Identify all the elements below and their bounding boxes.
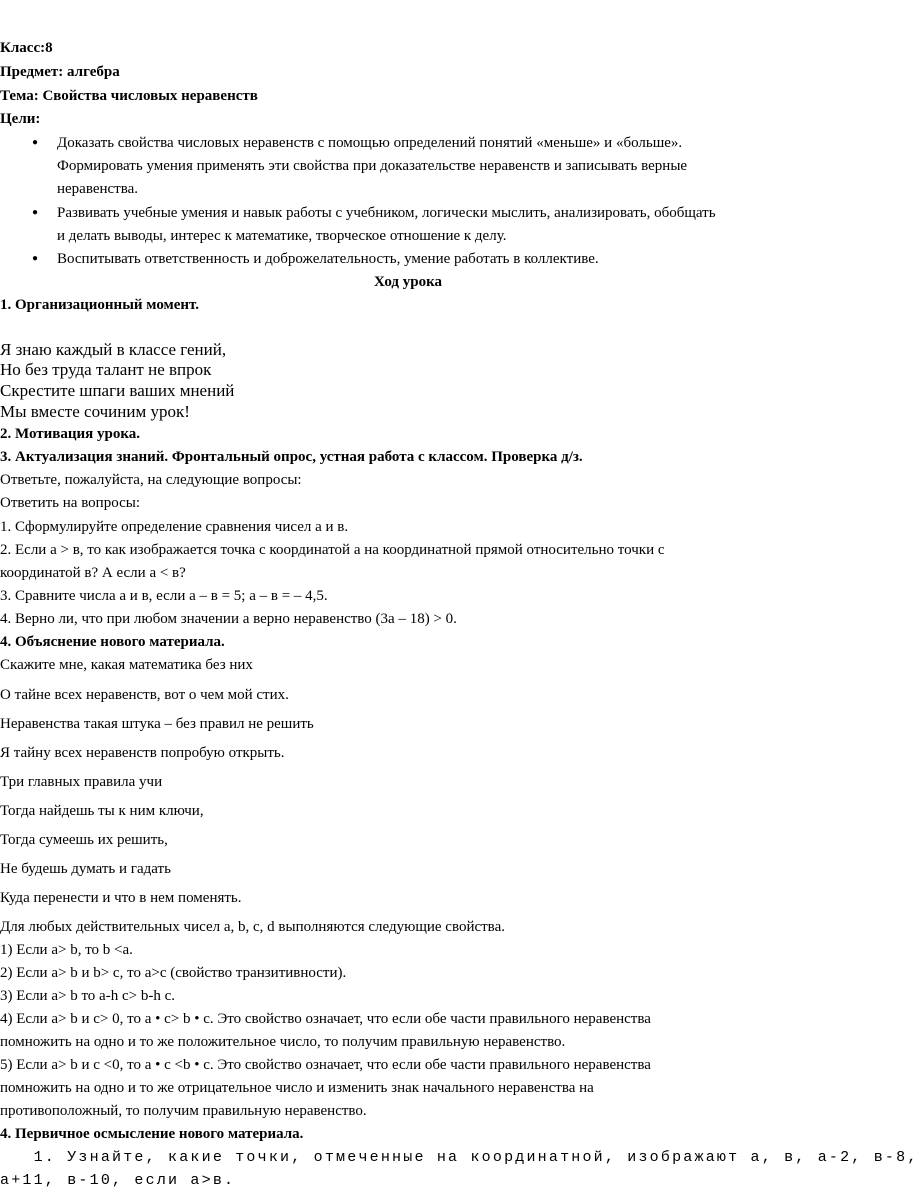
poem-line: Куда перенести и что в нем поменять. <box>0 890 242 906</box>
poem-line: Тогда найдешь ты к ним ключи, <box>0 803 204 819</box>
goal-2-line-2: и делать выводы, интерес к математике, творческое отношение к делу. <box>57 228 507 244</box>
goals-label: Цели: <box>0 111 41 127</box>
poem-line: Неравенства такая штука – без правил не решить <box>0 716 314 732</box>
property-5-cont: противоположный, то получим правильную неравенство. <box>0 1103 367 1119</box>
text-line: Ответьте, пожалуйста, на следующие вопросы: <box>0 472 302 488</box>
property-5: 5) Если a> b и c <0, то a • c <b • c. Это свойство означает, что если обе части правильного неравенства <box>0 1057 651 1073</box>
question-2: 2. Если а > в, то как изображается точка с координатой а на координатной прямой относительно точки с <box>0 542 665 558</box>
question-2-cont: координатой в? А если а < в? <box>0 565 186 581</box>
section-3-title: 3. Актуализация знаний. Фронтальный опрос, устная работа с классом. Проверка д/з. <box>0 449 583 465</box>
task-line-2: а+11, в-10, если а>в. <box>0 1172 236 1189</box>
lesson-heading: Ход урока <box>373 274 443 290</box>
goal-1-line-3: неравенства. <box>57 181 139 197</box>
question-4: 4. Верно ли, что при любом значении а верно неравенство (3а – 18) > 0. <box>0 611 457 627</box>
poem-line: Мы вместе сочиним урок! <box>0 402 190 421</box>
section-5-title: 4. Первичное осмысление нового материала. <box>0 1126 304 1142</box>
poem-line: Тогда сумеешь их решить, <box>0 832 168 848</box>
task-line-1: 1. Узнайте, какие точки, отмеченные на координатной, изображают а, в, а-2, в-8, <box>0 1149 919 1166</box>
poem-line: Три главных правила учи <box>0 774 163 790</box>
properties-intro: Для любых действительных чисел a, b, c, d выполняются следующие свойства. <box>0 919 505 935</box>
text-line: Ответить на вопросы: <box>0 495 140 511</box>
poem-line: Я тайну всех неравенств попробую открыть. <box>0 745 285 761</box>
goal-3-line-1: Воспитывать ответственность и доброжелательность, умение работать в коллективе. <box>57 251 599 267</box>
class-line: Класс:8 <box>0 40 53 56</box>
property-2: 2) Если a> b и b> c, то a>c (свойство транзитивности). <box>0 965 347 981</box>
subject-line: Предмет: алгебра <box>0 64 120 80</box>
property-4: 4) Если a> b и c> 0, то a • c> b • c. Это свойство означает, что если обе части правильного неравенства <box>0 1011 651 1027</box>
property-1: 1) Если a> b, то b <a. <box>0 942 133 958</box>
question-3: 3. Сравните числа а и в, если а – в = 5; а – в = – 4,5. <box>0 588 328 604</box>
section-2-title: 2. Мотивация урока. <box>0 426 141 442</box>
property-5-cont: помножить на одно и то же отрицательное число и изменить знак начального неравенства на <box>0 1080 594 1096</box>
topic-line: Тема: Свойства числовых неравенств <box>0 88 258 104</box>
poem-line: Не будешь думать и гадать <box>0 861 171 877</box>
poem-line: Скажите мне, какая математика без них <box>0 657 253 673</box>
section-1-title: 1. Организационный момент. <box>0 297 200 313</box>
poem-line: Я знаю каждый в классе гений, <box>0 340 227 359</box>
poem-line: Но без труда талант не впрок <box>0 360 212 379</box>
property-3: 3) Если a> b то a-h c> b-h c. <box>0 988 175 1004</box>
property-4-cont: помножить на одно и то же положительное число, то получим правильную неравенство. <box>0 1034 566 1050</box>
goal-1-line-2: Формировать умения применять эти свойства при доказательстве неравенств и записывать верные <box>57 158 688 174</box>
poem-line: О тайне всех неравенств, вот о чем мой стих. <box>0 687 289 703</box>
bullet-icon: ● <box>32 137 39 148</box>
goal-1-line-1: Доказать свойства числовых неравенств с помощью определений понятий «меньше» и «больше». <box>57 135 683 151</box>
bullet-icon: ● <box>32 207 39 218</box>
section-4-title: 4. Объяснение нового материала. <box>0 634 225 650</box>
question-1: 1. Сформулируйте определение сравнения чисел а и в. <box>0 519 349 535</box>
goal-2-line-1: Развивать учебные умения и навык работы с учебником, логически мыслить, анализировать, обобщать <box>57 205 716 221</box>
poem-line: Скрестите шпаги ваших мнений <box>0 381 235 400</box>
bullet-icon: ● <box>32 253 39 264</box>
